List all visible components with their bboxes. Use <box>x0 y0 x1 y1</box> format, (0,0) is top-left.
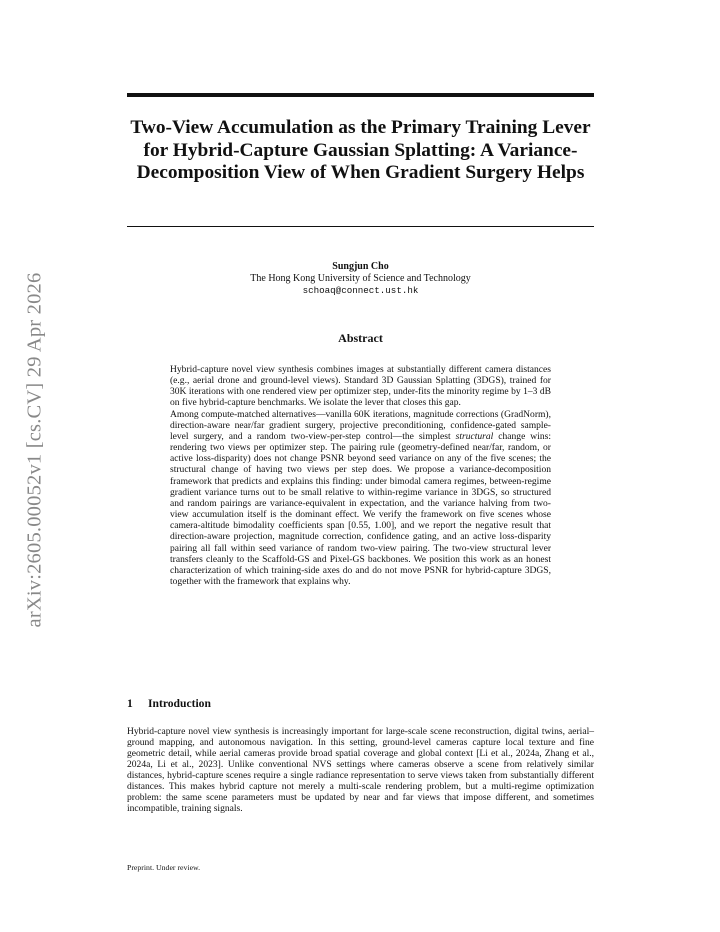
abstract-paragraph-2-start: Among compute-matched alternatives—vanilla 60K iterations, magnitude corrections (GradNorm), direction-aware near/far gradient surgery, projective preconditioning, confidence-gated sample-level surgery, and a random two-view-per-step control—the simplest <box>170 408 551 442</box>
abstract-emphasis: structural <box>455 430 494 442</box>
preprint-footnote: Preprint. Under review. <box>127 863 201 872</box>
author-block <box>127 261 594 297</box>
section-number: 1 <box>127 697 133 710</box>
abstract-paragraph-2-end: change wins: rendering two views per optimizer step. The pairing rule (geometry-defined near/far, random, or active loss-disparity) does not change PSNR beyond seed variance on any of the five scenes; the structural change of having two views per step does. We propose a variance-decomposition framework that predicts and explains this finding: under bimodal camera regimes, between-regime gradient variance turns out to be small relative to within-regime variance in 3DGS, so structured and random pairings are variance-equivalent in expectation, and the variance halving from two-view accumulation itself is the dominant effect. We verify the framework on five scenes whose camera-altitude bimodality coefficients span [0.55, 1.00], and we report the negative result that direction-aware projection, magnitude correction, confidence gating, and an active loss-disparity pairing all fall within seed variance of random two-view pairing. The two-view structural lever transfers cleanly to the Scaffold-GS and Pixel-GS backbones. We position this work as an honest characterization of which training-side axes do and do not move PSNR for hybrid-capture 3DGS, together with the framework that explains why. <box>170 430 551 587</box>
introduction-paragraph: Hybrid-capture novel view synthesis is increasingly important for large-scale scene reconstruction, digital twins, aerial–ground mapping, and autonomous navigation. In this setting, ground-level cameras capture local texture and fine geometric detail, while aerial cameras provide broad spatial coverage and global context [Li et al., 2024a, Zhang et al., 2024a, Li et al., 2023]. Unlike conventional NVS settings where cameras observe a scene from relatively similar distances, hybrid-capture scenes require a single radiance representation to serve views taken from substantially different distances. This makes hybrid capture not merely a multi-scale rendering problem, but a multi-regime optimization problem: the same scene parameters must be updated by near and far views that impose different, and sometimes incompatible, training signals. <box>127 726 594 815</box>
arxiv-stamp-text: arXiv:2605.00052v1 [cs.CV] 29 Apr 2026 <box>23 272 46 628</box>
title-bottom-rule <box>127 226 594 227</box>
abstract-body <box>170 364 551 587</box>
author-affiliation: The Hong Kong University of Science and Technology <box>250 273 471 284</box>
abstract-paragraph-2 <box>170 409 551 588</box>
paper-title: Two-View Accumulation as the Primary Training Lever for Hybrid-Capture Gaussian Splatting: A Variance-Decomposition View of When Gradient Surgery Helps <box>130 117 591 183</box>
abstract-paragraph-1: Hybrid-capture novel view synthesis combines images at substantially different camera distances (e.g., aerial drone and ground-level views). Standard 3D Gaussian Splatting (3DGS), trained for 30K iterations with one rendered view per optimizer step, under-fits the minority regime by 1–3 dB on five hybrid-capture benchmarks. We isolate the lever that closes this gap. <box>170 364 551 409</box>
title-top-rule <box>127 93 594 97</box>
section-title: Introduction <box>148 697 211 710</box>
author-email: schoaq@connect.ust.hk <box>302 285 419 296</box>
section-heading-introduction <box>127 697 211 710</box>
abstract-heading: Abstract <box>338 331 383 345</box>
author-name: Sungjun Cho <box>332 261 389 272</box>
